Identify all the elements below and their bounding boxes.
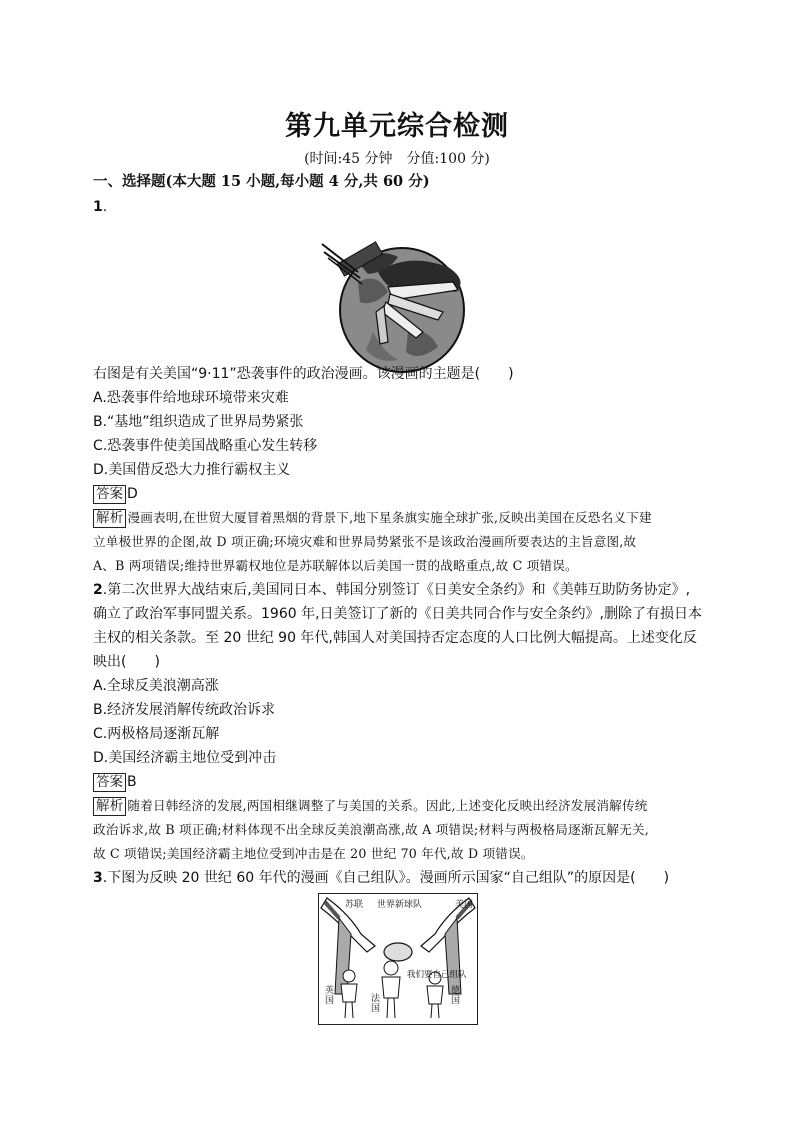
label-france: 法国 [371, 994, 381, 1014]
question-2-option-c: C.两极格局逐渐瓦解 [93, 726, 220, 742]
question-2-option-a: A.全球反美浪潮高涨 [93, 678, 219, 694]
question-1-stem: 右图是有关美国“9·11”恐袭事件的政治漫画。该漫画的主题是( ) [93, 366, 514, 382]
cartoon-911-image [318, 232, 478, 374]
page-title: 第九单元综合检测 [285, 111, 509, 142]
question-2-stem-line-2: 确立了政治军事同盟关系。1960 年,日美签订了新的《日美共同合作与安全条约》,删除了有损日本 [93, 606, 702, 622]
question-2-stem-line-1: 2.第二次世界大战结束后,美国同日本、韩国分别签订《日美安全条约》和《美韩互助防务协定》, [93, 582, 691, 598]
question-1-option-b: B.“基地”组织造成了世界局势紧张 [93, 414, 304, 430]
label-world-team: 世界新球队 [377, 900, 423, 910]
answer-tag: 答案 [93, 773, 126, 792]
analysis-tag: 解析 [93, 797, 126, 816]
question-2-stem-line-4: 映出( ) [93, 654, 160, 670]
question-2-option-d: D.美国经济霸主地位受到冲击 [93, 750, 277, 766]
question-2-analysis-line-2: 政治诉求,故 B 项正确;材料体现不出全球反美浪潮高涨,故 A 项错误;材料与两极格局逐渐瓦解无关, [93, 822, 650, 837]
page-subtitle: (时间:45 分钟 分值:100 分) [304, 151, 490, 167]
question-1-analysis-line-1: 解析 漫画表明,在世贸大厦冒着黑烟的背景下,地下星条旗实施全球扩张,反映出美国在反恐名义下建 [93, 508, 652, 528]
label-speech: 我们要自己组队 [407, 970, 467, 980]
question-2-stem-line-3: 主权的相关条款。至 20 世纪 90 年代,韩国人对美国持否定态度的人口比例大幅提高。上述变化反 [93, 630, 697, 646]
question-3-stem: 3.下图为反映 20 世纪 60 年代的漫画《自己组队》。漫画所示国家“自己组队”的原因是( ) [93, 870, 670, 886]
section-heading: 一、选择题(本大题 15 小题,每小题 4 分,共 60 分) [93, 173, 430, 190]
question-1-number: 1. [93, 199, 108, 215]
question-1-option-d: D.美国借反恐大力推行霸权主义 [93, 462, 291, 478]
question-1-option-c: C.恐袭事件使美国战略重心发生转移 [93, 438, 318, 454]
question-1-answer: 答案 D [93, 484, 138, 504]
question-1-analysis-line-2: 立单极世界的企图,故 D 项正确;环境灾难和世界局势紧张不是该政治漫画所要表达的主旨意图,故 [93, 534, 637, 549]
question-2-analysis-line-3: 故 C 项错误;美国经济霸主地位受到冲击是在 20 世纪 70 年代,故 D 项错误。 [93, 846, 534, 861]
label-usa-top: 美国 [455, 900, 474, 910]
label-germany: 德国 [451, 986, 461, 1006]
question-1-analysis-line-3: A、B 两项错误;维持世界霸权地位是苏联解体以后美国一贯的战略重点,故 C 项错误。 [93, 558, 578, 573]
label-uk: 英国 [325, 986, 335, 1006]
answer-tag: 答案 [93, 485, 126, 504]
question-2-analysis-line-1: 解析 随着日韩经济的发展,两国相继调整了与美国的关系。因此,上述变化反映出经济发展消解传统 [93, 796, 648, 816]
label-ussr: 苏联 [345, 900, 364, 910]
cartoon-team-image [318, 893, 478, 1025]
question-1-option-a: A.恐袭事件给地球环境带来灾难 [93, 390, 289, 406]
question-2-answer: 答案 B [93, 772, 137, 792]
question-2-option-b: B.经济发展消解传统政治诉求 [93, 702, 276, 718]
analysis-tag: 解析 [93, 509, 126, 528]
